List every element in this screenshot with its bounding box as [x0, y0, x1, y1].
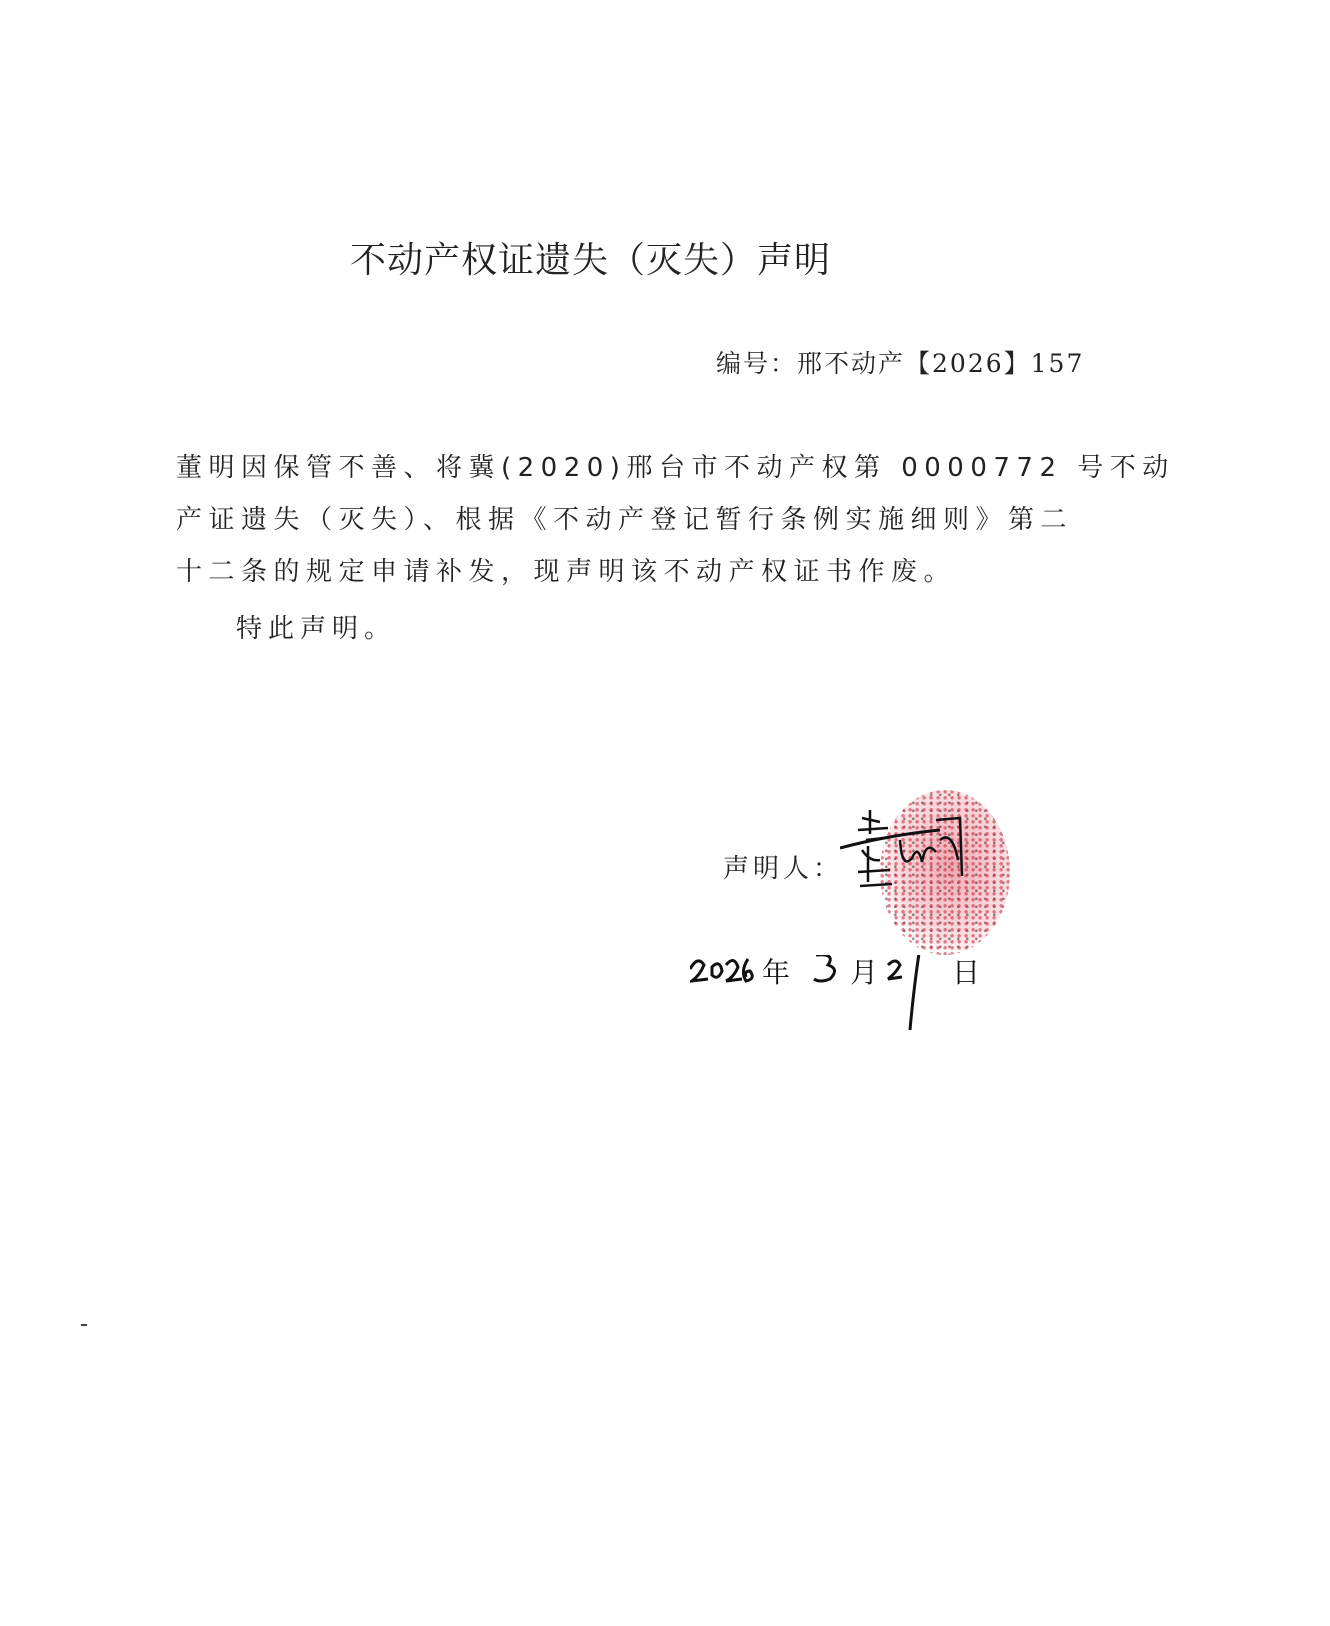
- declarant-label: 声明人：: [723, 854, 844, 884]
- scan-artifact-mark: [81, 1324, 87, 1326]
- document-number: [716, 344, 1084, 380]
- svg-text:年: 年: [762, 956, 791, 989]
- handwritten-signature: [840, 800, 1020, 920]
- document-title: 不动产权证遗失（灭失）声明: [350, 240, 832, 281]
- handwritten-date: [690, 955, 1030, 1075]
- document-number-label: 编号：: [716, 349, 798, 378]
- document-number-value: 邢不动产【2026】157: [797, 349, 1085, 378]
- body-line: 十二条的规定申请补发，现声明该不动产权证书作废。: [176, 557, 957, 587]
- svg-text:月: 月: [850, 956, 879, 989]
- closing-statement: 特此声明。: [236, 614, 397, 644]
- svg-text:日: 日: [952, 956, 981, 989]
- declaration-body: [176, 442, 1175, 598]
- body-line: 董明因保管不善、将冀(2020)邢台市不动产权第 0000772 号不动: [176, 453, 1175, 483]
- body-line: 产证遗失（灭失）、根据《不动产登记暂行条例实施细则》第二: [176, 505, 1074, 535]
